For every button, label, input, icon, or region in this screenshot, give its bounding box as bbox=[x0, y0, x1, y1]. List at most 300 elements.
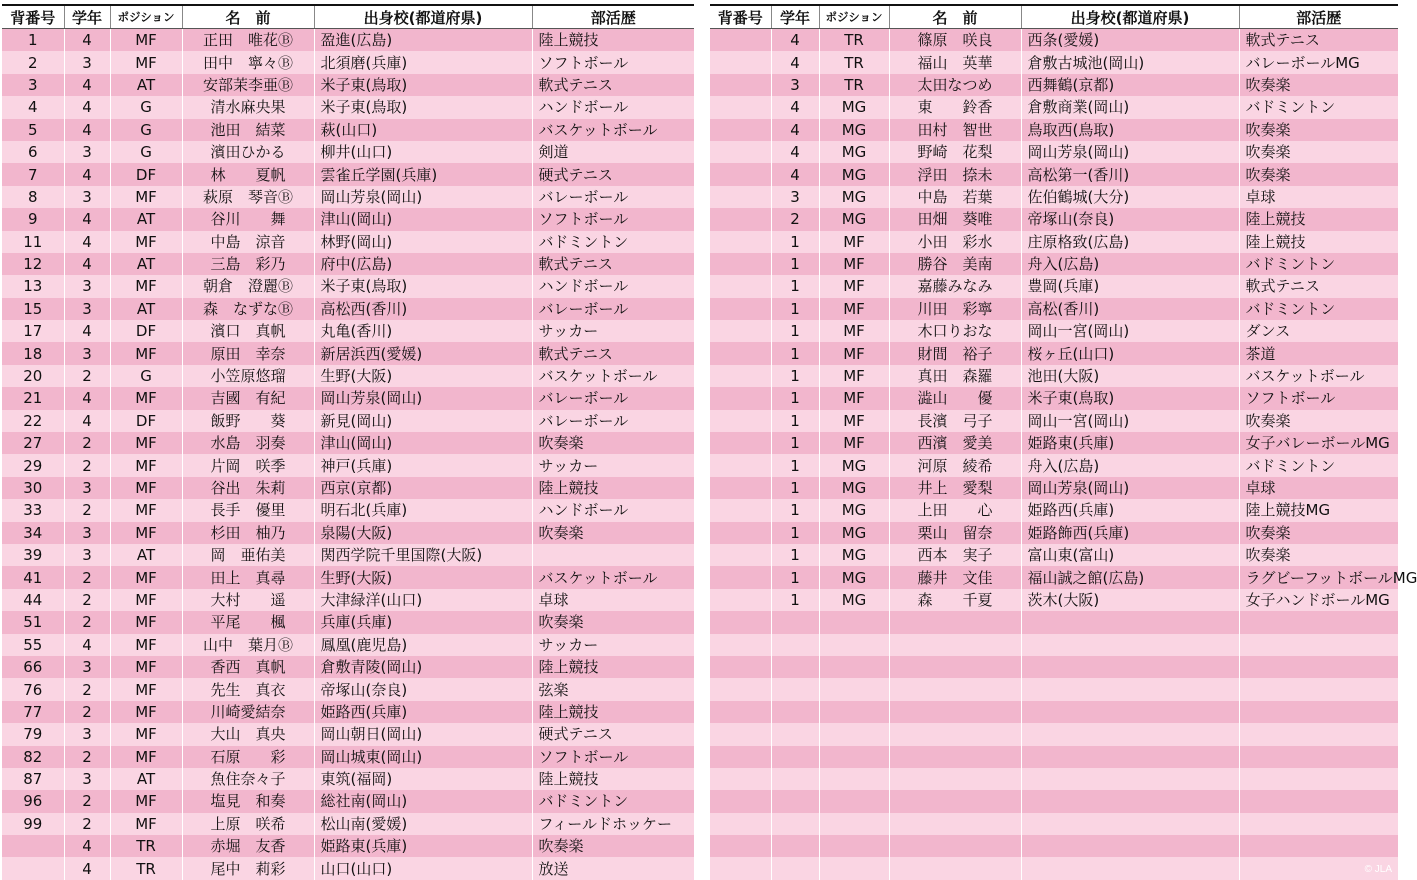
table-row bbox=[710, 29, 1398, 52]
cell-club: ソフトボール bbox=[532, 51, 694, 73]
cell-position: G bbox=[110, 96, 182, 118]
cell-number: 96 bbox=[2, 790, 64, 812]
cell-position: MF bbox=[110, 678, 182, 700]
cell-school: 府中(広島) bbox=[314, 253, 532, 275]
table-row bbox=[710, 208, 1398, 230]
empty-row bbox=[710, 813, 1398, 835]
cell-name: 西濱 愛美 bbox=[889, 432, 1021, 454]
cell-grade: 1 bbox=[771, 499, 819, 521]
cell-club bbox=[1239, 813, 1398, 835]
table-row bbox=[2, 208, 694, 230]
cell-club: 卓球 bbox=[1239, 186, 1398, 208]
cell-name: 川田 彩寧 bbox=[889, 298, 1021, 320]
cell-grade bbox=[771, 656, 819, 678]
cell-club: バレーボール bbox=[532, 186, 694, 208]
cell-club: サッカー bbox=[532, 454, 694, 476]
table-row bbox=[2, 432, 694, 454]
cell-grade: 4 bbox=[64, 29, 110, 52]
cell-club: 軟式テニス bbox=[532, 253, 694, 275]
cell-club: バスケットボール bbox=[532, 566, 694, 588]
cell-number bbox=[710, 701, 771, 723]
cell-number bbox=[2, 857, 64, 879]
cell-school: 姫路飾西(兵庫) bbox=[1021, 522, 1239, 544]
cell-number bbox=[710, 432, 771, 454]
cell-club: 吹奏楽 bbox=[1239, 163, 1398, 185]
cell-number: 8 bbox=[2, 186, 64, 208]
cell-club: バドミントン bbox=[1239, 253, 1398, 275]
empty-row bbox=[710, 634, 1398, 656]
cell-name: 平尾 楓 bbox=[182, 611, 314, 633]
cell-number bbox=[710, 298, 771, 320]
cell-grade: 2 bbox=[64, 454, 110, 476]
table-row bbox=[2, 51, 694, 73]
cell-name: 勝谷 美南 bbox=[889, 253, 1021, 275]
cell-grade: 2 bbox=[64, 813, 110, 835]
table-row bbox=[2, 365, 694, 387]
cell-number bbox=[710, 387, 771, 409]
empty-row bbox=[710, 857, 1398, 879]
empty-row bbox=[710, 678, 1398, 700]
cell-number: 51 bbox=[2, 611, 64, 633]
table-row bbox=[2, 96, 694, 118]
cell-position: MF bbox=[110, 634, 182, 656]
cell-number bbox=[710, 634, 771, 656]
header-position: ポジション bbox=[110, 5, 182, 29]
cell-position: MF bbox=[819, 275, 889, 297]
cell-name: 篠原 咲良 bbox=[889, 29, 1021, 52]
cell-school bbox=[1021, 746, 1239, 768]
cell-name: 安部茉李亜Ⓑ bbox=[182, 74, 314, 96]
cell-number: 44 bbox=[2, 589, 64, 611]
cell-position bbox=[819, 857, 889, 879]
cell-club: バレーボール bbox=[532, 410, 694, 432]
cell-grade: 1 bbox=[771, 410, 819, 432]
cell-name: 田中 寧々Ⓑ bbox=[182, 51, 314, 73]
cell-school: 西舞鶴(京都) bbox=[1021, 74, 1239, 96]
cell-number bbox=[710, 96, 771, 118]
cell-position: MF bbox=[110, 342, 182, 364]
cell-school: 岡山一宮(岡山) bbox=[1021, 410, 1239, 432]
cell-name: 藤井 文佳 bbox=[889, 566, 1021, 588]
cell-grade: 4 bbox=[64, 387, 110, 409]
cell-number bbox=[710, 163, 771, 185]
cell-name: 尾中 莉彩 bbox=[182, 857, 314, 879]
cell-name: 谷川 舞 bbox=[182, 208, 314, 230]
cell-position: G bbox=[110, 119, 182, 141]
cell-number: 77 bbox=[2, 701, 64, 723]
cell-grade: 4 bbox=[771, 163, 819, 185]
cell-position: MF bbox=[110, 656, 182, 678]
table-row bbox=[2, 342, 694, 364]
cell-grade: 3 bbox=[64, 342, 110, 364]
cell-name: 小田 彩水 bbox=[889, 231, 1021, 253]
cell-name: 朝倉 澄麗Ⓑ bbox=[182, 275, 314, 297]
cell-school: 倉敷商業(岡山) bbox=[1021, 96, 1239, 118]
cell-grade: 2 bbox=[64, 678, 110, 700]
cell-grade: 1 bbox=[771, 320, 819, 342]
cell-position: MG bbox=[819, 208, 889, 230]
cell-grade: 3 bbox=[771, 186, 819, 208]
cell-grade: 4 bbox=[64, 163, 110, 185]
cell-grade: 2 bbox=[64, 432, 110, 454]
cell-club: 硬式テニス bbox=[532, 723, 694, 745]
cell-grade: 2 bbox=[64, 365, 110, 387]
table-row bbox=[710, 119, 1398, 141]
cell-name: 片岡 咲季 bbox=[182, 454, 314, 476]
cell-grade: 1 bbox=[771, 589, 819, 611]
cell-name: 萩原 琴音Ⓑ bbox=[182, 186, 314, 208]
cell-school: 岡山一宮(岡山) bbox=[1021, 320, 1239, 342]
cell-name: 小笠原悠瑠 bbox=[182, 365, 314, 387]
cell-school: 総社南(岡山) bbox=[314, 790, 532, 812]
header-grade: 学年 bbox=[771, 5, 819, 29]
cell-club: ダンス bbox=[1239, 320, 1398, 342]
cell-school: 池田(大阪) bbox=[1021, 365, 1239, 387]
header-club: 部活歴 bbox=[532, 5, 694, 29]
cell-club: 吹奏楽 bbox=[532, 835, 694, 857]
cell-name: 香西 真帆 bbox=[182, 656, 314, 678]
table-row bbox=[2, 275, 694, 297]
table-row bbox=[710, 499, 1398, 521]
cell-name: 赤堀 友香 bbox=[182, 835, 314, 857]
cell-name: 真田 森羅 bbox=[889, 365, 1021, 387]
table-row bbox=[2, 835, 694, 857]
cell-name: 中島 涼音 bbox=[182, 231, 314, 253]
cell-name: 長手 優里 bbox=[182, 499, 314, 521]
cell-club: 吹奏楽 bbox=[1239, 119, 1398, 141]
table-row bbox=[710, 51, 1398, 73]
cell-grade: 4 bbox=[64, 320, 110, 342]
cell-number: 29 bbox=[2, 454, 64, 476]
cell-position: MG bbox=[819, 522, 889, 544]
table-row bbox=[710, 141, 1398, 163]
cell-name: 栗山 留奈 bbox=[889, 522, 1021, 544]
cell-club: 陸上競技 bbox=[1239, 208, 1398, 230]
cell-grade bbox=[771, 813, 819, 835]
cell-school bbox=[1021, 611, 1239, 633]
cell-school bbox=[1021, 678, 1239, 700]
cell-grade: 4 bbox=[771, 119, 819, 141]
header-row bbox=[2, 5, 694, 29]
cell-club: 卓球 bbox=[532, 589, 694, 611]
cell-club: バレーボール bbox=[532, 387, 694, 409]
cell-grade bbox=[771, 701, 819, 723]
table-row bbox=[2, 410, 694, 432]
cell-position: AT bbox=[110, 253, 182, 275]
cell-number: 9 bbox=[2, 208, 64, 230]
cell-number bbox=[710, 186, 771, 208]
cell-position: MG bbox=[819, 119, 889, 141]
cell-school: 高松西(香川) bbox=[314, 298, 532, 320]
cell-club: ハンドボール bbox=[532, 499, 694, 521]
cell-club: 弦楽 bbox=[532, 678, 694, 700]
cell-position: MG bbox=[819, 186, 889, 208]
cell-club: サッカー bbox=[532, 320, 694, 342]
cell-number bbox=[710, 410, 771, 432]
cell-school: 鳳凰(鹿児島) bbox=[314, 634, 532, 656]
cell-grade bbox=[771, 678, 819, 700]
cell-number bbox=[710, 477, 771, 499]
cell-position: MG bbox=[819, 566, 889, 588]
cell-school: 雲雀丘学園(兵庫) bbox=[314, 163, 532, 185]
table-row bbox=[2, 723, 694, 745]
cell-position: AT bbox=[110, 544, 182, 566]
table-row bbox=[2, 320, 694, 342]
table-row bbox=[710, 522, 1398, 544]
cell-number bbox=[710, 656, 771, 678]
cell-grade: 4 bbox=[64, 74, 110, 96]
cell-grade: 3 bbox=[771, 74, 819, 96]
cell-number bbox=[710, 746, 771, 768]
cell-name: 河原 綾希 bbox=[889, 454, 1021, 476]
table-row bbox=[710, 387, 1398, 409]
cell-position bbox=[819, 723, 889, 745]
header-number: 背番号 bbox=[2, 5, 64, 29]
empty-row bbox=[710, 723, 1398, 745]
cell-school: 岡山芳泉(岡山) bbox=[1021, 141, 1239, 163]
cell-school: 神戸(兵庫) bbox=[314, 454, 532, 476]
cell-name: 木口りおな bbox=[889, 320, 1021, 342]
cell-grade: 4 bbox=[64, 208, 110, 230]
table-row bbox=[710, 342, 1398, 364]
cell-position: AT bbox=[110, 208, 182, 230]
header-school: 出身校(都道府県) bbox=[1021, 5, 1239, 29]
cell-grade bbox=[771, 746, 819, 768]
cell-number: 27 bbox=[2, 432, 64, 454]
empty-row bbox=[710, 790, 1398, 812]
cell-name: 中島 若葉 bbox=[889, 186, 1021, 208]
cell-club: ラグビーフットボールMG bbox=[1239, 566, 1398, 588]
cell-number: 7 bbox=[2, 163, 64, 185]
cell-school: 米子東(鳥取) bbox=[314, 96, 532, 118]
cell-name: 長濱 弓子 bbox=[889, 410, 1021, 432]
cell-grade: 4 bbox=[771, 29, 819, 52]
empty-row bbox=[710, 768, 1398, 790]
cell-number: 79 bbox=[2, 723, 64, 745]
cell-grade: 4 bbox=[64, 119, 110, 141]
cell-number bbox=[710, 253, 771, 275]
cell-school: 生野(大阪) bbox=[314, 566, 532, 588]
cell-grade: 4 bbox=[64, 857, 110, 879]
cell-number: 66 bbox=[2, 656, 64, 678]
empty-row bbox=[710, 611, 1398, 633]
cell-school: 松山南(愛媛) bbox=[314, 813, 532, 835]
cell-position: TR bbox=[819, 74, 889, 96]
cell-club: バドミントン bbox=[1239, 454, 1398, 476]
cell-school bbox=[1021, 634, 1239, 656]
cell-club bbox=[532, 544, 694, 566]
cell-club: 放送 bbox=[532, 857, 694, 879]
cell-position: MF bbox=[110, 611, 182, 633]
cell-grade: 4 bbox=[64, 96, 110, 118]
cell-club: ハンドボール bbox=[532, 96, 694, 118]
cell-club bbox=[1239, 768, 1398, 790]
cell-grade: 1 bbox=[771, 387, 819, 409]
cell-club: 軟式テニス bbox=[532, 342, 694, 364]
cell-school: 倉敷古城池(岡山) bbox=[1021, 51, 1239, 73]
cell-position: MG bbox=[819, 477, 889, 499]
table-row bbox=[710, 589, 1398, 611]
cell-school: 生野(大阪) bbox=[314, 365, 532, 387]
cell-position bbox=[819, 678, 889, 700]
table-row bbox=[710, 365, 1398, 387]
cell-school: 豊岡(兵庫) bbox=[1021, 275, 1239, 297]
cell-school: 茨木(大阪) bbox=[1021, 589, 1239, 611]
cell-position: MG bbox=[819, 589, 889, 611]
cell-number: 76 bbox=[2, 678, 64, 700]
table-row bbox=[2, 29, 694, 52]
cell-position: AT bbox=[110, 768, 182, 790]
cell-grade bbox=[771, 768, 819, 790]
cell-position bbox=[819, 611, 889, 633]
table-row bbox=[710, 186, 1398, 208]
cell-position bbox=[819, 701, 889, 723]
cell-name bbox=[889, 656, 1021, 678]
cell-club: フィールドホッケー bbox=[532, 813, 694, 835]
cell-club: 吹奏楽 bbox=[1239, 141, 1398, 163]
cell-number: 20 bbox=[2, 365, 64, 387]
cell-position: TR bbox=[110, 857, 182, 879]
table-row bbox=[710, 566, 1398, 588]
cell-school: 姫路東(兵庫) bbox=[1021, 432, 1239, 454]
cell-grade: 1 bbox=[771, 522, 819, 544]
cell-position: MF bbox=[110, 231, 182, 253]
table-row bbox=[2, 454, 694, 476]
cell-name: 吉國 有紀 bbox=[182, 387, 314, 409]
cell-number bbox=[710, 208, 771, 230]
cell-grade: 1 bbox=[771, 477, 819, 499]
cell-grade: 3 bbox=[64, 768, 110, 790]
cell-school: 福山誠之館(広島) bbox=[1021, 566, 1239, 588]
cell-grade: 2 bbox=[64, 611, 110, 633]
cell-club: 吹奏楽 bbox=[532, 432, 694, 454]
cell-grade: 2 bbox=[771, 208, 819, 230]
table-row bbox=[2, 477, 694, 499]
cell-school: 富山東(富山) bbox=[1021, 544, 1239, 566]
table-row bbox=[2, 387, 694, 409]
cell-number: 5 bbox=[2, 119, 64, 141]
cell-name: 上田 心 bbox=[889, 499, 1021, 521]
cell-grade: 4 bbox=[64, 410, 110, 432]
cell-number: 55 bbox=[2, 634, 64, 656]
cell-number bbox=[710, 119, 771, 141]
cell-position: MF bbox=[819, 365, 889, 387]
cell-grade: 3 bbox=[64, 544, 110, 566]
cell-grade: 3 bbox=[64, 522, 110, 544]
cell-position bbox=[819, 835, 889, 857]
table-row bbox=[710, 96, 1398, 118]
cell-number: 12 bbox=[2, 253, 64, 275]
roster-table-right bbox=[710, 4, 1417, 880]
cell-position: MF bbox=[110, 746, 182, 768]
cell-grade: 3 bbox=[64, 656, 110, 678]
cell-position: MF bbox=[110, 723, 182, 745]
cell-club: 女子ハンドボールMG bbox=[1239, 589, 1398, 611]
cell-number bbox=[710, 611, 771, 633]
cell-club bbox=[1239, 678, 1398, 700]
cell-number: 82 bbox=[2, 746, 64, 768]
cell-name: 浮田 捺未 bbox=[889, 163, 1021, 185]
cell-grade bbox=[771, 857, 819, 879]
cell-club bbox=[1239, 835, 1398, 857]
cell-grade: 1 bbox=[771, 231, 819, 253]
cell-school: 西条(愛媛) bbox=[1021, 29, 1239, 52]
cell-number: 4 bbox=[2, 96, 64, 118]
cell-name: 大村 遥 bbox=[182, 589, 314, 611]
cell-club: バドミントン bbox=[532, 790, 694, 812]
cell-club: ソフトボール bbox=[532, 746, 694, 768]
cell-grade: 4 bbox=[64, 231, 110, 253]
cell-name: 森 なずなⒷ bbox=[182, 298, 314, 320]
cell-school: 盈進(広島) bbox=[314, 29, 532, 52]
cell-number bbox=[710, 29, 771, 52]
header-school: 出身校(都道府県) bbox=[314, 5, 532, 29]
table-row bbox=[2, 544, 694, 566]
cell-school: 桜ヶ丘(山口) bbox=[1021, 342, 1239, 364]
cell-grade: 4 bbox=[771, 96, 819, 118]
cell-position: MF bbox=[819, 320, 889, 342]
cell-number bbox=[710, 320, 771, 342]
cell-number bbox=[710, 790, 771, 812]
cell-name: 飯野 葵 bbox=[182, 410, 314, 432]
cell-school: 北須磨(兵庫) bbox=[314, 51, 532, 73]
table-row bbox=[710, 410, 1398, 432]
cell-name: 岡 亜佑美 bbox=[182, 544, 314, 566]
cell-name: 田畑 葵唯 bbox=[889, 208, 1021, 230]
cell-club bbox=[1239, 611, 1398, 633]
cell-name bbox=[889, 790, 1021, 812]
cell-position: DF bbox=[110, 163, 182, 185]
table-row bbox=[2, 701, 694, 723]
cell-position: TR bbox=[819, 29, 889, 52]
cell-school: 岡山芳泉(岡山) bbox=[1021, 477, 1239, 499]
cell-position: MG bbox=[819, 141, 889, 163]
cell-club: サッカー bbox=[532, 634, 694, 656]
header-club: 部活歴 bbox=[1239, 5, 1398, 29]
cell-school: 帝塚山(奈良) bbox=[314, 678, 532, 700]
cell-position: MG bbox=[819, 454, 889, 476]
cell-position: G bbox=[110, 141, 182, 163]
cell-name bbox=[889, 723, 1021, 745]
cell-grade: 4 bbox=[771, 141, 819, 163]
cell-position: MF bbox=[110, 499, 182, 521]
cell-club: ソフトボール bbox=[1239, 387, 1398, 409]
cell-number: 34 bbox=[2, 522, 64, 544]
cell-name: 森 千夏 bbox=[889, 589, 1021, 611]
header-name: 名 前 bbox=[182, 5, 314, 29]
cell-number: 30 bbox=[2, 477, 64, 499]
cell-name bbox=[889, 678, 1021, 700]
cell-club: 陸上競技 bbox=[532, 701, 694, 723]
table-row bbox=[710, 74, 1398, 96]
cell-school bbox=[1021, 857, 1239, 879]
header-number: 背番号 bbox=[710, 5, 771, 29]
cell-name: 福山 英華 bbox=[889, 51, 1021, 73]
cell-number: 3 bbox=[2, 74, 64, 96]
cell-school: 帝塚山(奈良) bbox=[1021, 208, 1239, 230]
cell-position: MF bbox=[110, 387, 182, 409]
cell-club: 軟式テニス bbox=[1239, 275, 1398, 297]
cell-school: 岡山芳泉(岡山) bbox=[314, 186, 532, 208]
cell-position: MG bbox=[819, 96, 889, 118]
cell-school bbox=[1021, 835, 1239, 857]
cell-name: 濱口 真帆 bbox=[182, 320, 314, 342]
cell-school bbox=[1021, 656, 1239, 678]
cell-grade: 4 bbox=[64, 634, 110, 656]
cell-school bbox=[1021, 768, 1239, 790]
cell-school: 岡山城東(岡山) bbox=[314, 746, 532, 768]
cell-grade bbox=[771, 790, 819, 812]
